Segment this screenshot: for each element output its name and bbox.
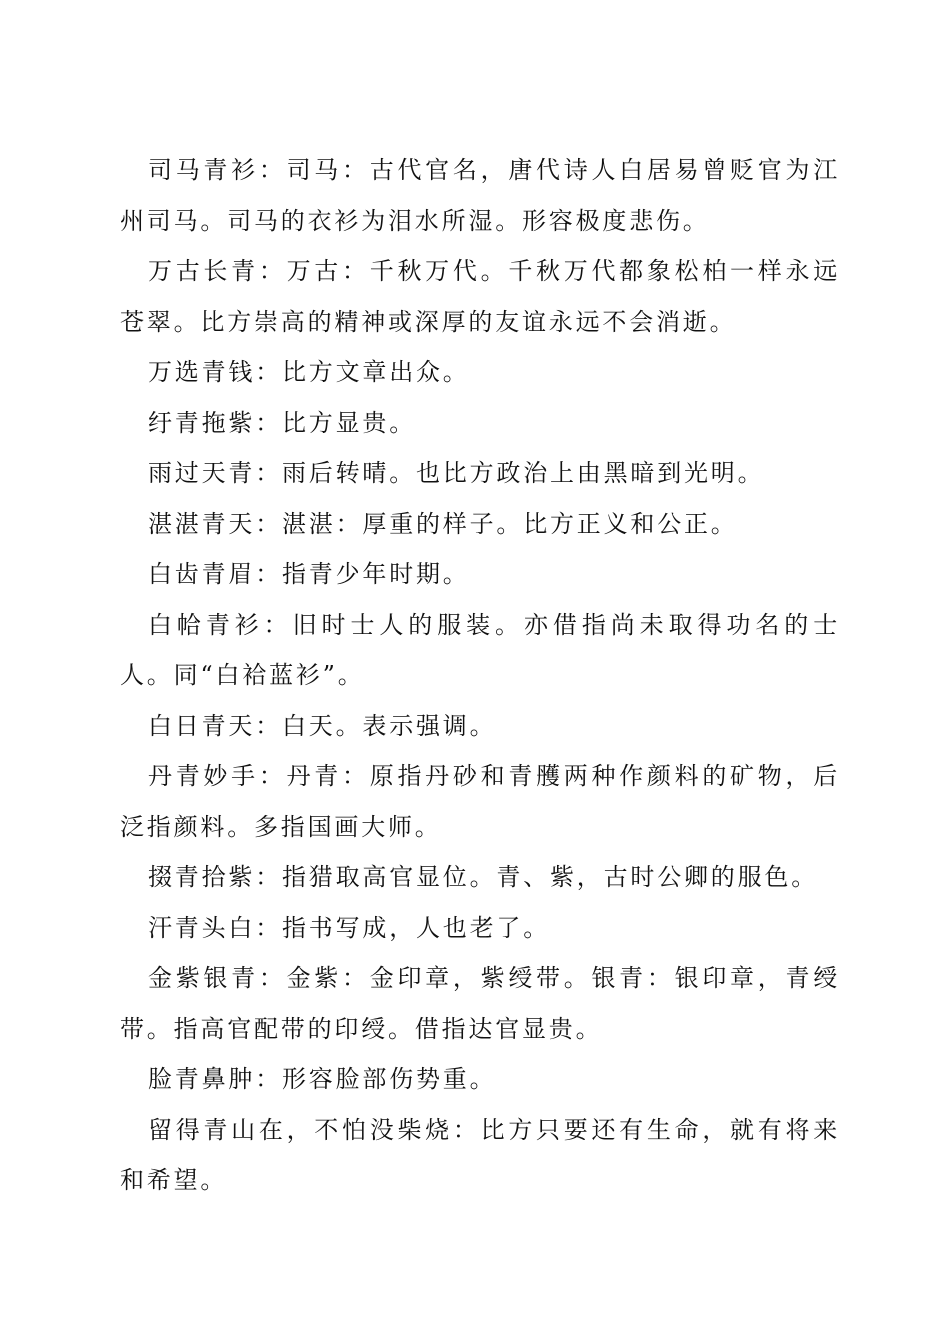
idiom-entry: 丹青妙手：丹青：原指丹砂和青雘两种作颜料的矿物，后泛指颜料。多指国画大师。 (120, 762, 840, 841)
idiom-entry: 万选青钱：比方文章出众。 (148, 358, 470, 386)
idiom-entry: 白帢青衫：旧时士人的服装。亦借指尚未取得功名的士人。同“白袷蓝衫”。 (120, 610, 840, 689)
idiom-entry: 汗青头白：指书写成，人也老了。 (148, 913, 550, 942)
idiom-entry: 白齿青眉：指青少年时期。 (148, 560, 470, 588)
idiom-entry: 掇青拾紫：指猎取高官显位。青、紫，古时公卿的服色。 (148, 863, 818, 891)
idiom-list (120, 145, 840, 1206)
idiom-entry: 雨过天青：雨后转晴。也比方政治上由黑暗到光明。 (148, 459, 765, 487)
idiom-entry: 金紫银青：金紫：金印章，紫绶带。银青：银印章，青绶带。指高官配带的印绶。借指达官显贵。 (120, 964, 840, 1043)
idiom-entry: 万古长青：万古：千秋万代。千秋万代都象松柏一样永远苍翠。比方崇高的精神或深厚的友谊永远不会消逝。 (120, 257, 840, 336)
idiom-entry: 湛湛青天：湛湛：厚重的样子。比方正义和公正。 (148, 509, 738, 538)
idiom-entry: 司马青衫：司马：古代官名，唐代诗人白居易曾贬官为江州司马。司马的衣衫为泪水所湿。形容极度悲伤。 (120, 156, 840, 235)
idiom-entry: 留得青山在，不怕没柴烧：比方只要还有生命，就有将来和希望。 (120, 1115, 840, 1194)
idiom-entry: 纡青拖紫：比方显贵。 (148, 408, 416, 437)
idiom-entry: 白日青天：白天。表示强调。 (148, 711, 497, 740)
idiom-entry: 脸青鼻肿：形容脸部伤势重。 (148, 1065, 497, 1093)
